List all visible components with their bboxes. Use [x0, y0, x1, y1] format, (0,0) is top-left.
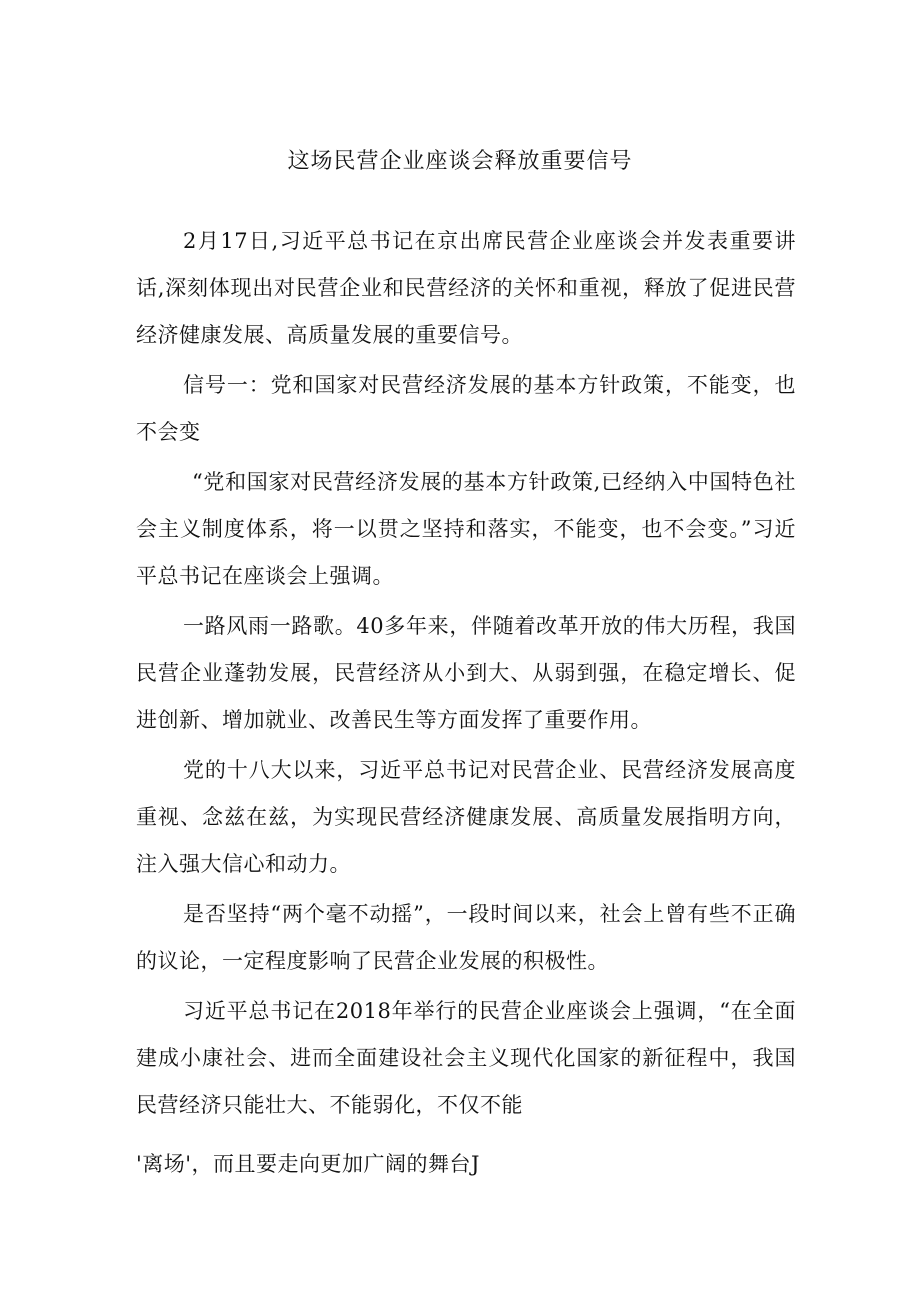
document-title: 这场民营企业座谈会释放重要信号: [287, 149, 633, 174]
paragraph-eighteenth-congress: 党的十八大以来，习近平总书记对民营企业、民营经济发展高度重视、念兹在兹，为实现民营经济健康发展、高质量发展指明方向，注入强大信心和动力。: [136, 758, 796, 876]
paragraph-quote: “党和国家对民营经济发展的基本方针政策,已经纳入中国特色社会主义制度体系，将一以贯之坚持和落实，不能变，也不会变。”习近平总书记在座谈会上强调。: [136, 470, 796, 588]
paragraph-tail: '离场'，而且要走向更加广阔的舞台J: [136, 1152, 480, 1176]
paragraph-signal-one-heading: 信号一：党和国家对民营经济发展的基本方针政策，不能变，也不会变: [136, 373, 796, 444]
paragraph-2018-symposium: 习近平总书记在2018年举行的民营企业座谈会上强调，“在全面建成小康社会、进而全面建设社会主义现代化国家的新征程中，我国民营经济只能壮大、不能弱化，不仅不能: [136, 999, 796, 1117]
paragraph-two-unwavering: 是否坚持“两个毫不动摇”，一段时间以来，社会上曾有些不正确的议论，一定程度影响了民营企业发展的积极性。: [136, 902, 796, 973]
paragraph-forty-years: 一路风雨一路歌。40多年来，伴随着改革开放的伟大历程，我国民营企业蓬勃发展，民营经济从小到大、从弱到强，在稳定增长、促进创新、增加就业、改善民生等方面发挥了重要作用。: [136, 614, 796, 732]
paragraph-intro: 2月17日,习近平总书记在京出席民营企业座谈会并发表重要讲话,深刻体现出对民营企业和民营经济的关怀和重视，释放了促进民营经济健康发展、高质量发展的重要信号。: [136, 229, 796, 347]
document-body: [136, 218, 796, 1188]
